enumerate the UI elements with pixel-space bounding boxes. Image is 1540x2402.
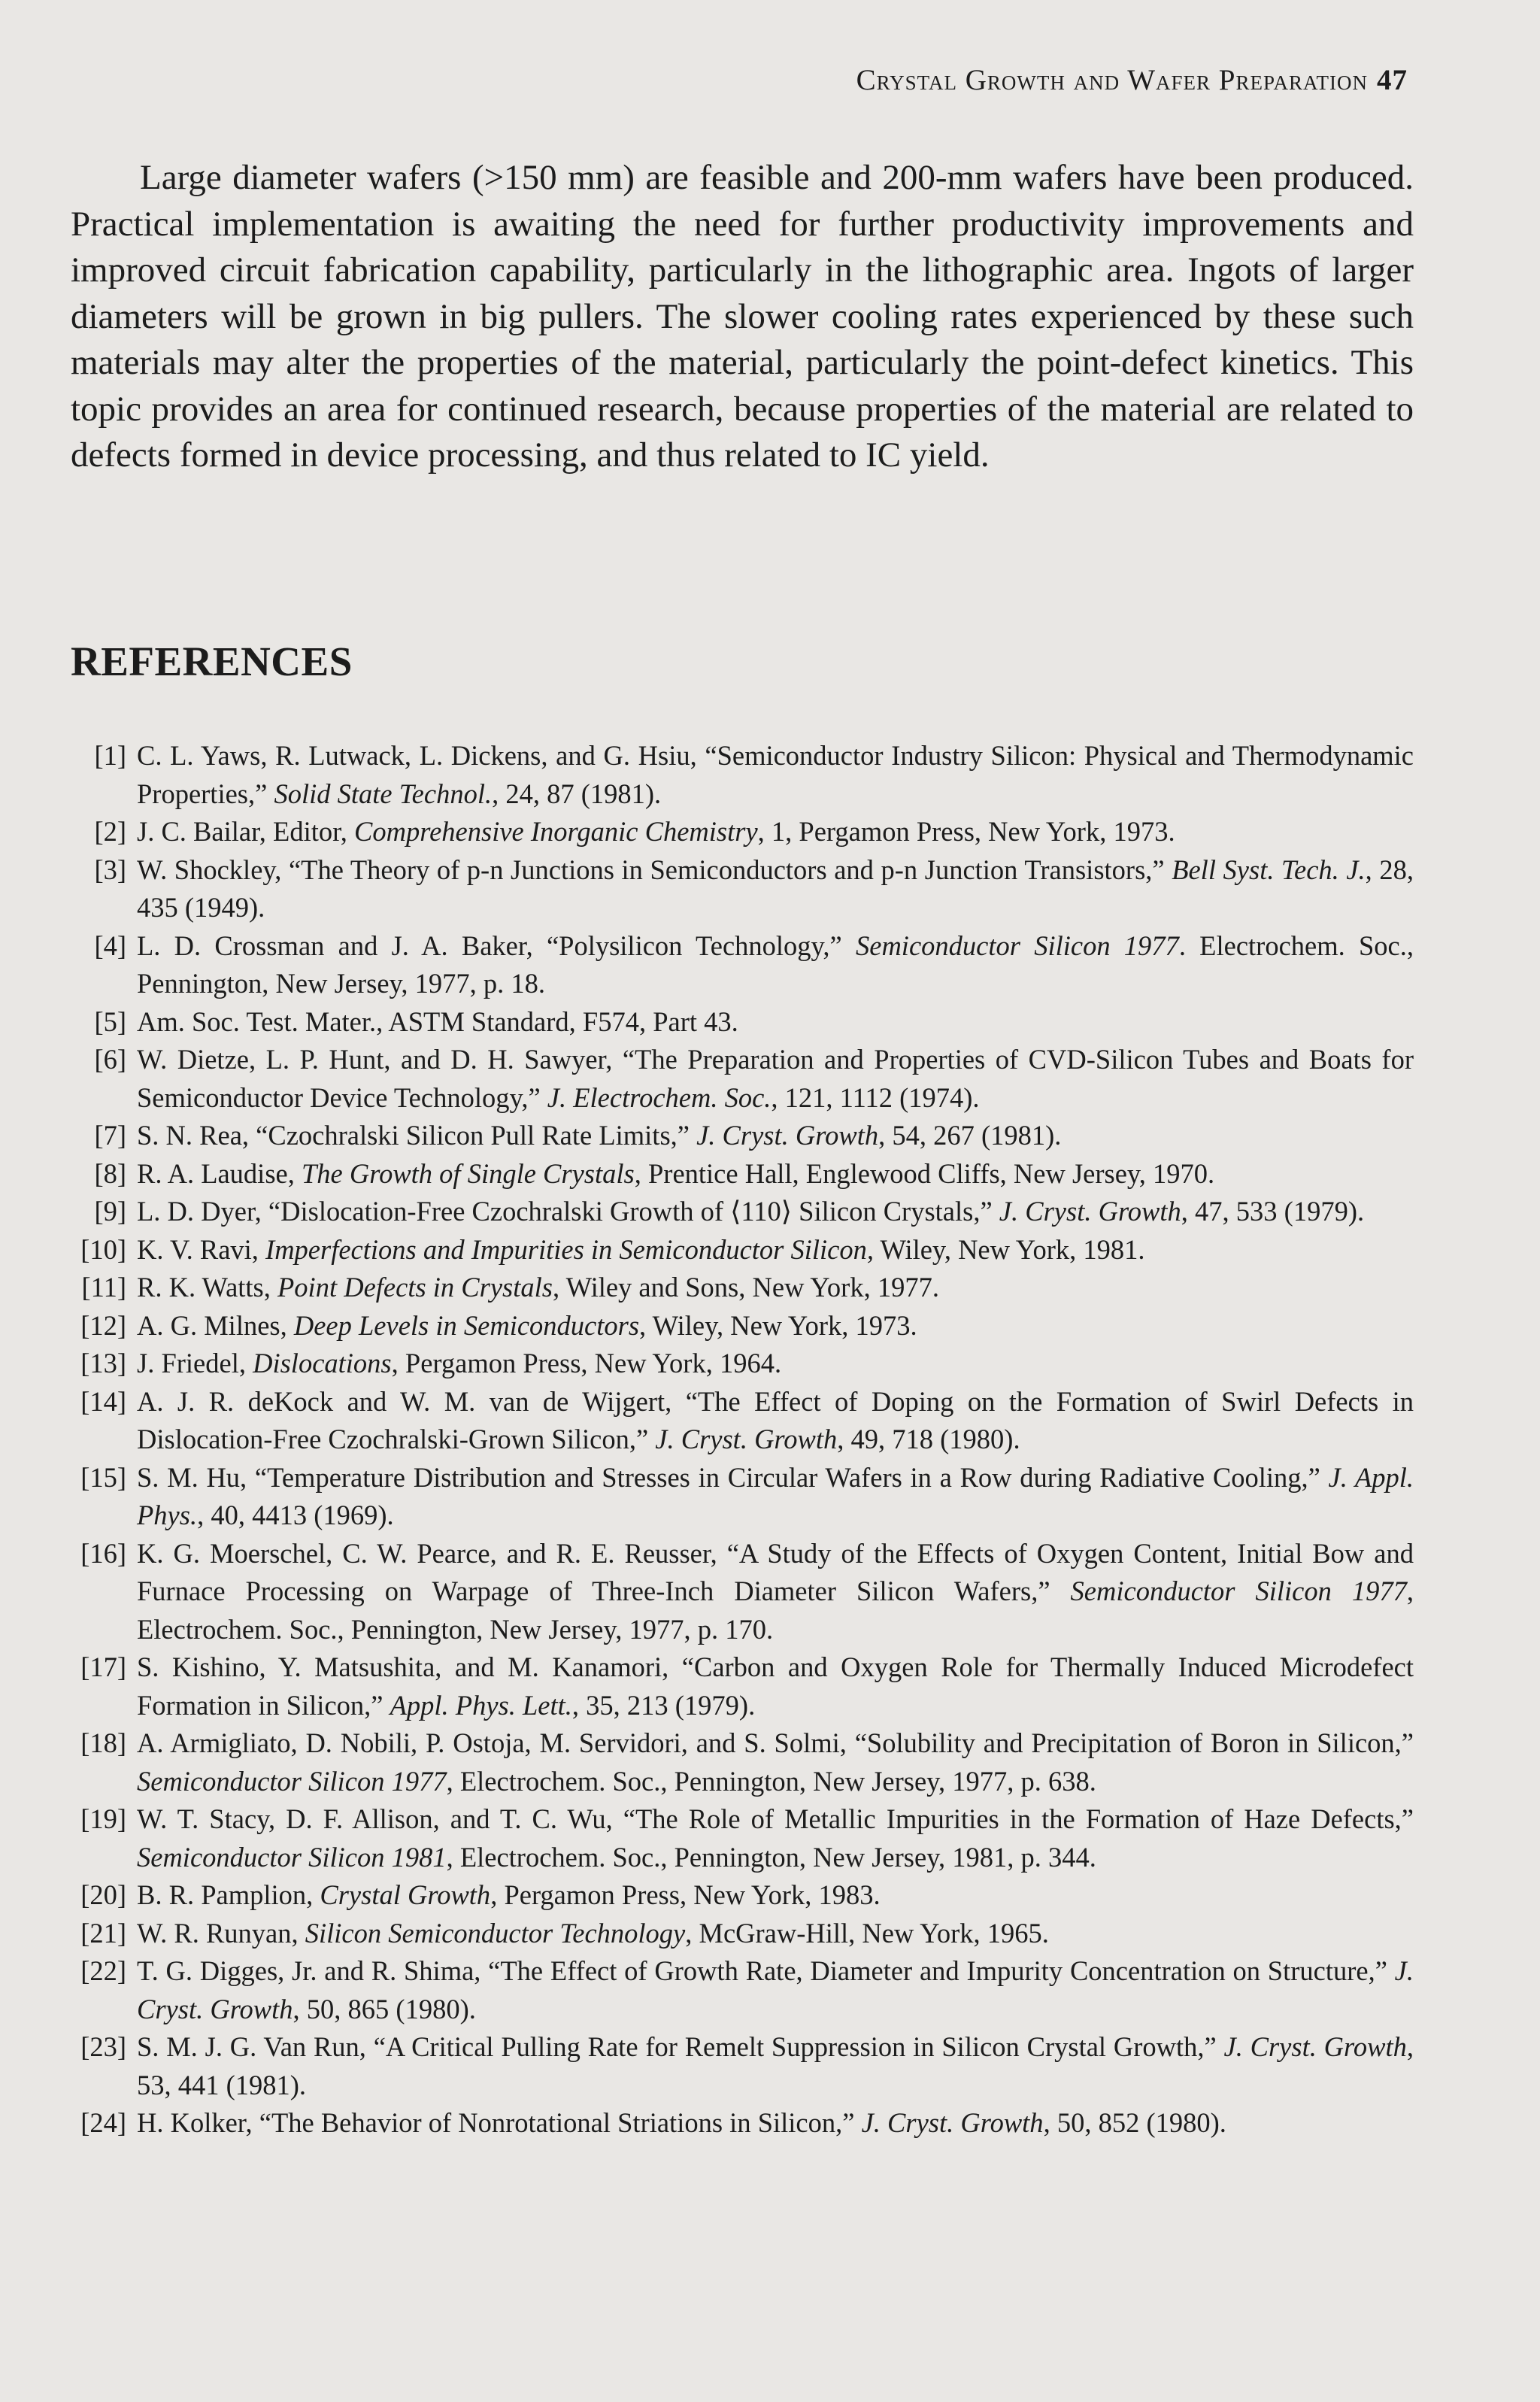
reference-segment: A. G. Milnes, xyxy=(137,1309,294,1341)
reference-item xyxy=(71,813,1414,851)
reference-number: [24] xyxy=(80,2107,126,2138)
reference-item xyxy=(71,1269,1414,1307)
reference-text xyxy=(137,2031,1414,2100)
reference-item xyxy=(71,927,1414,1003)
reference-segment: S. M. Hu, “Temperature Distribution and Stresses in Circular Wafers in a Row during Radiative Cooling,” xyxy=(137,1461,1329,1493)
reference-item xyxy=(71,1648,1414,1724)
reference-number: [11] xyxy=(81,1272,126,1303)
reference-text xyxy=(137,1006,738,1037)
reference-text xyxy=(137,1462,1414,1531)
reference-segment: , 47, 533 (1979). xyxy=(1181,1196,1365,1227)
reference-item xyxy=(71,1915,1414,1953)
reference-text xyxy=(137,1955,1414,2024)
reference-number: [7] xyxy=(94,1120,126,1151)
reference-source: J. Cryst. Growth xyxy=(137,1955,1414,2024)
running-head xyxy=(692,63,1408,97)
reference-segment: , Electrochem. Soc., Pennington, New Jersey, 1977, p. 170. xyxy=(137,1576,1414,1645)
reference-segment: J. C. Bailar, Editor, xyxy=(137,816,355,847)
reference-text xyxy=(137,930,1414,999)
reference-text xyxy=(137,1803,1414,1873)
reference-segment: C. L. Yaws, R. Lutwack, L. Dickens, and G. Hsiu, “Semiconductor Industry Silicon: Physical and Thermodynamic Properties,” xyxy=(137,740,1414,809)
reference-text xyxy=(137,1158,1214,1189)
reference-segment: Wiley, New York, 1981. xyxy=(874,1233,1145,1265)
reference-segment: A. J. R. deKock and W. M. van de Wijgert, “The Effect of Doping on the Formation of Swirl Defects in Dislocation-Free Czochralski-Grown Silicon,” xyxy=(137,1385,1414,1454)
reference-item xyxy=(71,1459,1414,1535)
reference-text xyxy=(137,1310,917,1341)
reference-source: Solid State Technol. xyxy=(274,778,493,809)
reference-segment: R. A. Laudise, xyxy=(137,1157,302,1189)
reference-source: Semiconductor Silicon 1981 xyxy=(137,1841,447,1873)
reference-list xyxy=(71,737,1414,2143)
reference-item xyxy=(71,1231,1414,1269)
reference-item xyxy=(71,851,1414,927)
reference-text xyxy=(137,1651,1414,1721)
reference-number: [13] xyxy=(80,1348,126,1378)
reference-segment: , 50, 865 (1980). xyxy=(293,1993,476,2024)
reference-segment: R. K. Watts, xyxy=(137,1272,278,1303)
reference-number: [10] xyxy=(80,1233,126,1265)
reference-segment: L. D. Crossman and J. A. Baker, “Polysilicon Technology,” xyxy=(137,930,856,961)
reference-item xyxy=(71,2104,1414,2143)
reference-text xyxy=(137,816,1175,847)
reference-text xyxy=(137,1879,881,1910)
reference-segment: , 40, 4413 (1969). xyxy=(197,1500,394,1530)
reference-text xyxy=(137,1272,939,1303)
reference-segment: H. Kolker, “The Behavior of Nonrotational Striations in Silicon,” xyxy=(137,2107,862,2138)
reference-segment: K. G. Moerschel, C. W. Pearce, and R. E. Reusser, “A Study of the Effects of Oxygen Content, Initial Bow and Furnace Processing on Warpage of Three-Inch Diameter Silicon Wafers,” xyxy=(137,1537,1414,1606)
reference-segment: , Prentice Hall, Englewood Cliffs, New Jersey, 1970. xyxy=(634,1157,1215,1189)
reference-number: [8] xyxy=(94,1157,126,1189)
reference-source: Semiconductor Silicon 1977 xyxy=(1070,1576,1407,1606)
reference-source: Dislocations xyxy=(253,1348,392,1378)
reference-source: J. Cryst. Growth xyxy=(1223,2031,1407,2062)
references-heading: REFERENCES xyxy=(71,638,353,684)
reference-segment: , McGraw-Hill, New York, 1965. xyxy=(685,1917,1049,1949)
reference-number: [12] xyxy=(80,1309,126,1341)
reference-item xyxy=(71,1800,1414,1876)
reference-item xyxy=(71,1307,1414,1345)
reference-item xyxy=(71,1724,1414,1800)
reference-text xyxy=(137,740,1414,809)
reference-text xyxy=(137,1538,1414,1645)
reference-segment: , 54, 267 (1981). xyxy=(878,1120,1062,1151)
reference-segment: . Electrochem. Soc., Pennington, New Jersey, 1977, p. 18. xyxy=(137,930,1414,999)
reference-number: [6] xyxy=(94,1044,126,1075)
reference-segment: , 53, 441 (1981). xyxy=(137,2031,1414,2100)
reference-number: [21] xyxy=(80,1917,126,1949)
reference-number: [18] xyxy=(80,1727,126,1758)
reference-segment: K. V. Ravi, xyxy=(137,1233,266,1265)
reference-text xyxy=(137,1918,1049,1949)
reference-number: [15] xyxy=(80,1461,126,1493)
reference-segment: , Pergamon Press, New York, 1983. xyxy=(490,1879,881,1910)
reference-number: [22] xyxy=(80,1955,126,1986)
reference-segment: S. M. J. G. Van Run, “A Critical Pulling Rate for Remelt Suppression in Silicon Crystal Growth,” xyxy=(137,2031,1224,2062)
reference-item xyxy=(71,1345,1414,1383)
reference-segment: W. R. Runyan, xyxy=(137,1917,305,1949)
reference-source: J. Cryst. Growth xyxy=(999,1196,1181,1227)
reference-text xyxy=(137,1386,1414,1455)
reference-item xyxy=(71,1117,1414,1155)
reference-source: Comprehensive Inorganic Chemistry xyxy=(354,816,758,847)
reference-text xyxy=(137,1044,1414,1113)
reference-source: Silicon Semiconductor Technology xyxy=(305,1917,686,1949)
reference-number: [23] xyxy=(80,2031,126,2062)
reference-source: Crystal Growth xyxy=(320,1879,491,1910)
reference-text xyxy=(137,1234,1145,1265)
reference-segment: , Electrochem. Soc., Pennington, New Jersey, 1977, p. 638. xyxy=(446,1765,1096,1797)
reference-source: Appl. Phys. Lett. xyxy=(390,1689,572,1721)
reference-segment: , Wiley, New York, 1973. xyxy=(639,1309,917,1341)
reference-text xyxy=(137,854,1414,923)
body-paragraph: Large diameter wafers (>150 mm) are feasible and 200-mm wafers have been produced. Practical implementation is awaiting the need for further productivity improvements and improved circuit fabrication capability, particularly in the lithographic area. Ingots of larger diameters will be grown in big pullers. The slower cooling rates experienced by these such materials may alter the properties of the material, particularly the point-defect kinetics. This topic provides an area for continued research, because properties of the material are related to defects formed in device processing, and thus related to IC yield. xyxy=(71,158,1414,475)
reference-text xyxy=(137,1348,781,1378)
reference-segment: S. N. Rea, “Czochralski Silicon Pull Rate Limits,” xyxy=(137,1120,697,1151)
reference-source: J. Cryst. Growth xyxy=(861,2107,1044,2138)
reference-segment: , 121, 1112 (1974). xyxy=(771,1081,980,1113)
reference-item xyxy=(71,1041,1414,1117)
reference-source: J. Electrochem. Soc. xyxy=(547,1081,772,1113)
reference-text xyxy=(137,2107,1226,2138)
reference-item xyxy=(71,737,1414,813)
reference-number: [9] xyxy=(94,1196,126,1227)
reference-segment: , 24, 87 (1981). xyxy=(492,778,662,809)
reference-item xyxy=(71,1535,1414,1649)
reference-segment: W. Dietze, L. P. Hunt, and D. H. Sawyer, “The Preparation and Properties of CVD-Silicon Tubes and Boats for Semiconductor Device Technology,” xyxy=(137,1044,1414,1113)
reference-segment: Am. Soc. Test. Mater., ASTM Standard, F574, Part 43. xyxy=(137,1005,738,1037)
reference-segment: W. Shockley, “The Theory of p-n Junctions in Semiconductors and p-n Junction Transistors,” xyxy=(137,854,1172,885)
reference-source: J. Cryst. Growth xyxy=(696,1120,879,1151)
reference-segment: W. T. Stacy, D. F. Allison, and T. C. Wu, “The Role of Metallic Impurities in the Formation of Haze Defects,” xyxy=(137,1803,1414,1834)
reference-segment: T. G. Digges, Jr. and R. Shima, “The Effect of Growth Rate, Diameter and Impurity Concentration on Structure,” xyxy=(137,1955,1395,1986)
reference-source: Bell Syst. Tech. J. xyxy=(1172,854,1366,885)
reference-item xyxy=(71,1193,1414,1231)
reference-item xyxy=(71,1383,1414,1459)
page-number: 47 xyxy=(1377,64,1408,96)
reference-segment: , 1, Pergamon Press, New York, 1973. xyxy=(757,816,1175,847)
reference-item xyxy=(71,1155,1414,1193)
reference-segment: , 35, 213 (1979). xyxy=(571,1689,756,1721)
reference-number: [1] xyxy=(94,740,126,771)
reference-segment: L. D. Dyer, “Dislocation-Free Czochralski Growth of ⟨110⟩ Silicon Crystals,” xyxy=(137,1196,999,1227)
reference-source: J. Cryst. Growth xyxy=(655,1424,838,1454)
reference-source: Semiconductor Silicon 1977 xyxy=(856,930,1179,961)
reference-item xyxy=(71,1952,1414,2028)
reference-segment: , Wiley and Sons, New York, 1977. xyxy=(553,1272,939,1303)
reference-item xyxy=(71,1876,1414,1915)
reference-segment: , Pergamon Press, New York, 1964. xyxy=(391,1348,782,1378)
reference-number: [3] xyxy=(94,854,126,885)
reference-source: Semiconductor Silicon 1977 xyxy=(137,1765,447,1797)
reference-number: [4] xyxy=(94,930,126,961)
reference-text xyxy=(137,1727,1414,1797)
reference-segment: S. Kishino, Y. Matsushita, and M. Kanamori, “Carbon and Oxygen Role for Thermally Induced Microdefect Formation in Silicon,” xyxy=(137,1651,1414,1721)
reference-segment: A. Armigliato, D. Nobili, P. Ostoja, M. Servidori, and S. Solmi, “Solubility and Precipitation of Boron in Silicon,” xyxy=(137,1727,1414,1758)
reference-segment: , 28, 435 (1949). xyxy=(137,854,1414,923)
reference-number: [16] xyxy=(80,1537,126,1569)
reference-text xyxy=(137,1120,1061,1151)
reference-segment: B. R. Pamplion, xyxy=(137,1879,320,1910)
reference-item xyxy=(71,1003,1414,1042)
reference-number: [20] xyxy=(80,1879,126,1910)
running-title: Crystal Growth and Wafer Preparation xyxy=(856,64,1368,96)
reference-source: Imperfections and Impurities in Semiconductor Silicon, xyxy=(265,1233,874,1265)
reference-source: Deep Levels in Semiconductors xyxy=(293,1309,640,1341)
reference-source: Point Defects in Crystals xyxy=(277,1272,553,1303)
reference-segment: , 49, 718 (1980). xyxy=(837,1424,1020,1454)
reference-segment: J. Friedel, xyxy=(137,1348,253,1378)
reference-number: [5] xyxy=(94,1005,126,1037)
reference-source: J. Appl. Phys. xyxy=(137,1461,1414,1530)
reference-number: [19] xyxy=(80,1803,126,1834)
reference-number: [17] xyxy=(80,1651,126,1682)
reference-text xyxy=(137,1196,1364,1227)
reference-segment: , 50, 852 (1980). xyxy=(1043,2107,1226,2138)
reference-number: [2] xyxy=(94,816,126,847)
reference-segment: , Electrochem. Soc., Pennington, New Jersey, 1981, p. 344. xyxy=(446,1841,1096,1873)
reference-number: [14] xyxy=(80,1385,126,1417)
reference-source: The Growth of Single Crystals xyxy=(301,1157,635,1189)
reference-item xyxy=(71,2028,1414,2104)
